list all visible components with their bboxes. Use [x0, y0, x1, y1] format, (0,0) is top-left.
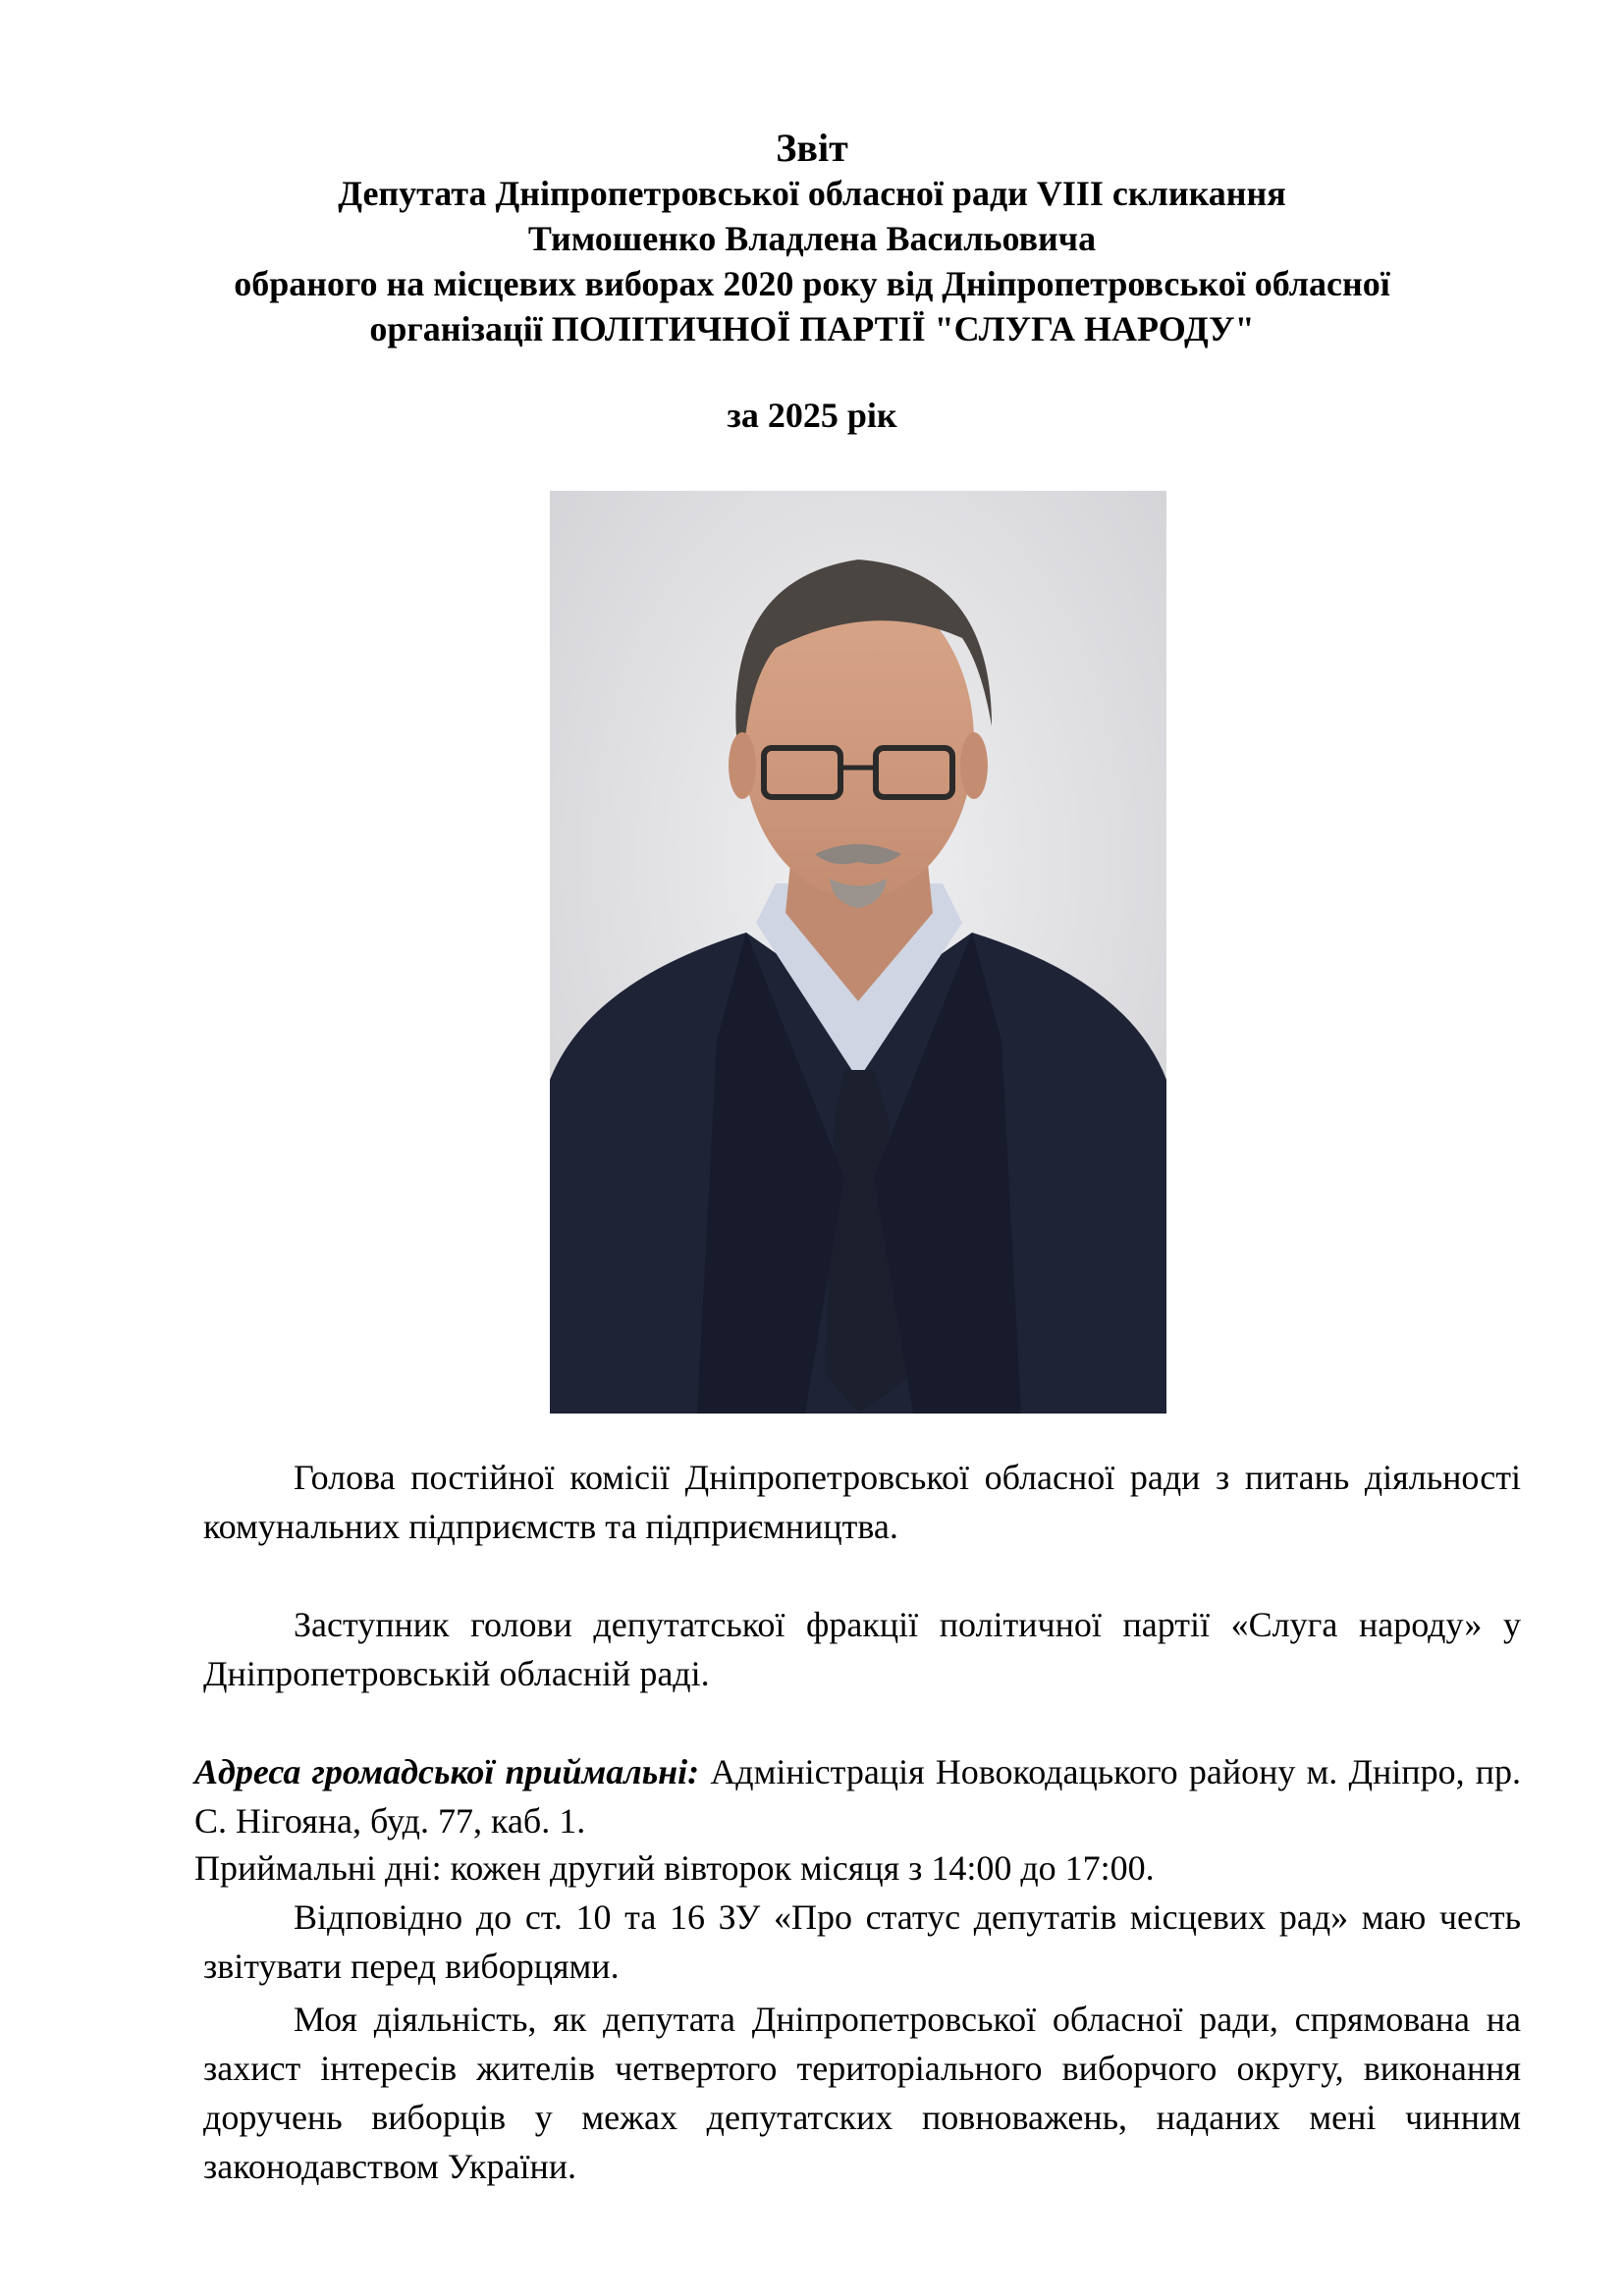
- report-header: [0, 126, 1624, 351]
- report-year: за 2025 рік: [727, 396, 897, 435]
- header-name-line: Тимошенко Владлена Васильовича: [527, 219, 1097, 258]
- header-elected-line: обраного на місцевих виборах 2020 року від Дніпропетровської обласної: [234, 264, 1390, 303]
- faction-paragraph: [203, 1600, 1521, 1698]
- deputy-portrait-photo: [550, 491, 1166, 1414]
- report-title: Звіт: [776, 126, 848, 170]
- header-party-line: організації ПОЛІТИЧНОЇ ПАРТІЇ "СЛУГА НАРОДУ": [369, 309, 1255, 348]
- law-text: Відповідно до ст. 10 та 16 ЗУ «Про статус депутатів місцевих рад» маю честь звітувати перед виборцями.: [203, 1897, 1521, 1986]
- law-paragraph: [203, 1893, 1521, 1991]
- faction-text: Заступник голови депутатської фракції політичної партії «Слуга народу» у Дніпропетровській обласній раді.: [203, 1605, 1521, 1693]
- address-label: Адреса громадської приймальні:: [194, 1752, 700, 1791]
- reception-days: Приймальні дні: кожен другий вівторок місяця з 14:00 до 17:00.: [194, 1848, 1155, 1888]
- header-deputy-line: Депутата Дніпропетровської обласної ради VIII скликання: [338, 174, 1286, 213]
- address-text: Адміністрація Новокодацького району м. Дніпро, пр. С. Нігояна, буд. 77, каб. 1.: [194, 1752, 1521, 1841]
- activity-paragraph: [203, 1995, 1521, 2191]
- commission-paragraph: [203, 1453, 1521, 1551]
- address-paragraph: [194, 1747, 1521, 1845]
- commission-text: Голова постійної комісії Дніпропетровської обласної ради з питань діяльності комунальних підприємств та підприємництва.: [203, 1458, 1521, 1546]
- activity-text: Моя діяльність, як депутата Дніпропетровської обласної ради, спрямована на захист інтересів жителів четвертого територіального виборчого округу, виконання доручень виборців у межах депутатских повноважень, наданих мені чинним законодавством України.: [203, 2000, 1521, 2186]
